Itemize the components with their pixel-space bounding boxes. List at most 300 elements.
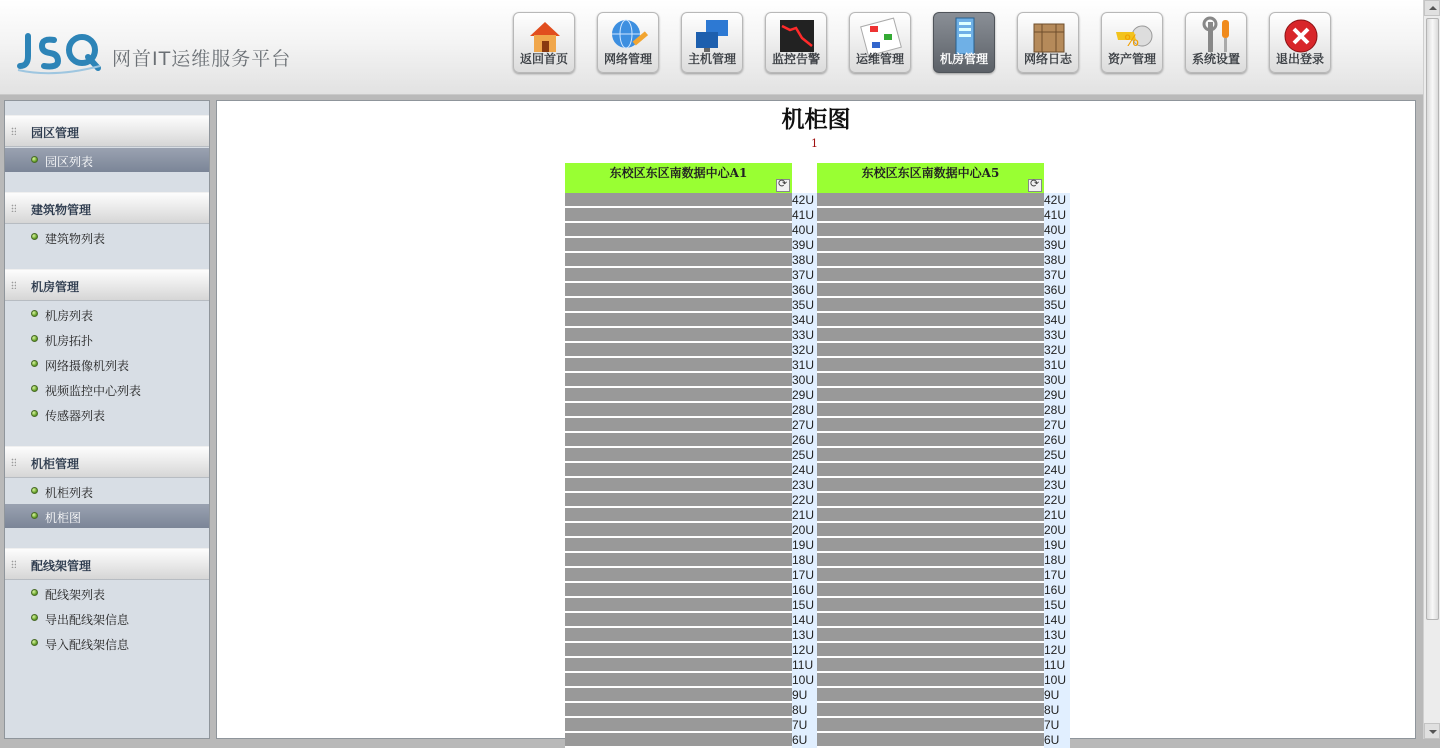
unit-label: 25U: [792, 448, 818, 463]
bullet-icon: [31, 233, 38, 240]
rack-unit-row: [817, 313, 1070, 328]
rack-name: 东校区东区南数据中心A5: [861, 166, 1000, 180]
sidebar-group-header[interactable]: [5, 115, 209, 147]
rack-unit-row: [565, 343, 818, 358]
empty-unit-slot[interactable]: [565, 373, 792, 388]
empty-unit-slot[interactable]: [817, 283, 1044, 298]
nav-button-label: 监控告警: [771, 52, 820, 66]
rack-unit-row: [565, 523, 818, 538]
rack-unit-row: [817, 268, 1070, 283]
unit-label: 24U: [792, 463, 818, 478]
rack-unit-row: [565, 238, 818, 253]
empty-unit-slot[interactable]: [565, 733, 792, 748]
empty-unit-slot[interactable]: [817, 298, 1044, 313]
unit-label: 17U: [792, 568, 818, 583]
unit-label: 41U: [792, 208, 818, 223]
sidebar-item[interactable]: [5, 225, 209, 249]
unit-label: 12U: [792, 643, 818, 658]
bullet-icon: [31, 410, 38, 417]
empty-unit-slot[interactable]: [565, 463, 792, 478]
unit-label: 21U: [792, 508, 818, 523]
rack-unit-row: [817, 328, 1070, 343]
rack-unit-row: [817, 523, 1070, 538]
empty-unit-slot[interactable]: [817, 718, 1044, 733]
unit-label: 6U: [792, 733, 818, 748]
rack-unit-row: [565, 358, 818, 373]
unit-label: 36U: [1044, 283, 1070, 298]
svg-text:%: %: [1124, 31, 1140, 50]
rack-unit-row: [817, 553, 1070, 568]
rack-unit-row: [565, 328, 818, 343]
unit-label: 13U: [1044, 628, 1070, 643]
unit-label: 35U: [792, 298, 818, 313]
unit-label: 7U: [1044, 718, 1070, 733]
page-number-link[interactable]: 1: [811, 137, 818, 150]
unit-label: 27U: [792, 418, 818, 433]
empty-unit-slot[interactable]: [565, 508, 792, 523]
nav-button-6[interactable]: [1017, 12, 1079, 73]
empty-unit-slot[interactable]: [565, 598, 792, 613]
empty-unit-slot[interactable]: [565, 253, 792, 268]
empty-unit-slot[interactable]: [565, 643, 792, 658]
unit-label: 20U: [792, 523, 818, 538]
empty-unit-slot[interactable]: [565, 283, 792, 298]
empty-unit-slot[interactable]: [817, 433, 1044, 448]
rack-unit-row: [565, 418, 818, 433]
unit-label: 22U: [792, 493, 818, 508]
empty-unit-slot[interactable]: [817, 223, 1044, 238]
sidebar-item-label: 机房拓扑: [45, 334, 94, 348]
sidebar-group-header[interactable]: [5, 446, 209, 478]
bullet-icon: [31, 589, 38, 596]
unit-label: 30U: [1044, 373, 1070, 388]
bullet-icon: [31, 156, 38, 163]
sidebar-item[interactable]: [5, 402, 209, 426]
sidebar: [4, 100, 210, 739]
empty-unit-slot[interactable]: [565, 718, 792, 733]
empty-unit-slot[interactable]: [817, 628, 1044, 643]
rack-unit-row: [565, 538, 818, 553]
sidebar-item[interactable]: [5, 302, 209, 326]
unit-label: 32U: [792, 343, 818, 358]
rack-unit-row: [565, 448, 818, 463]
unit-label: 34U: [1044, 313, 1070, 328]
unit-label: 14U: [792, 613, 818, 628]
unit-label: 29U: [792, 388, 818, 403]
rack-unit-row: [565, 553, 818, 568]
unit-label: 11U: [1044, 658, 1070, 673]
sidebar-item[interactable]: [5, 352, 209, 376]
unit-label: 33U: [792, 328, 818, 343]
rack-unit-row: [565, 718, 818, 733]
grip-icon: [11, 281, 16, 289]
empty-unit-slot[interactable]: [565, 628, 792, 643]
empty-unit-slot[interactable]: [817, 343, 1044, 358]
rack-unit-row: [565, 208, 818, 223]
rack-unit-row: [565, 268, 818, 283]
unit-label: 38U: [792, 253, 818, 268]
empty-unit-slot[interactable]: [565, 583, 792, 598]
unit-label: 8U: [1044, 703, 1070, 718]
empty-unit-slot[interactable]: [565, 538, 792, 553]
unit-label: 40U: [792, 223, 818, 238]
unit-label: 18U: [1044, 553, 1070, 568]
bullet-icon: [31, 385, 38, 392]
nav-button-2[interactable]: [681, 12, 743, 73]
unit-label: 8U: [792, 703, 818, 718]
rack-unit-row: [565, 598, 818, 613]
unit-label: 27U: [1044, 418, 1070, 433]
empty-unit-slot[interactable]: [565, 298, 792, 313]
rack-unit-row: [565, 313, 818, 328]
unit-label: 16U: [1044, 583, 1070, 598]
nav-button-8[interactable]: [1185, 12, 1247, 73]
empty-unit-slot[interactable]: [817, 673, 1044, 688]
rack-unit-row: [817, 733, 1070, 748]
sidebar-group-title: 机房管理: [31, 280, 80, 294]
rack-unit-row: [565, 253, 818, 268]
unit-label: 10U: [1044, 673, 1070, 688]
sidebar-group-title: 机柜管理: [31, 457, 80, 471]
sidebar-item[interactable]: [5, 377, 209, 401]
nav-button-3[interactable]: [765, 12, 827, 73]
sidebar-item[interactable]: [5, 148, 209, 172]
empty-unit-slot[interactable]: [565, 433, 792, 448]
nav-button-4[interactable]: [849, 12, 911, 73]
unit-label: 20U: [1044, 523, 1070, 538]
sidebar-group-title: 建筑物管理: [31, 203, 92, 217]
rack-unit-row: [817, 358, 1070, 373]
empty-unit-slot[interactable]: [817, 388, 1044, 403]
empty-unit-slot[interactable]: [565, 388, 792, 403]
rack-unit-row: [565, 373, 818, 388]
rack-unit-row: [817, 673, 1070, 688]
sidebar-item[interactable]: [5, 606, 209, 630]
grip-icon: [11, 560, 16, 568]
unit-label: 40U: [1044, 223, 1070, 238]
empty-unit-slot[interactable]: [817, 478, 1044, 493]
nav-button-label: 资产管理: [1107, 52, 1156, 66]
rack-unit-row: [565, 508, 818, 523]
unit-label: 41U: [1044, 208, 1070, 223]
empty-unit-slot[interactable]: [565, 523, 792, 538]
scroll-thumb[interactable]: [1426, 18, 1439, 620]
unit-label: 30U: [792, 373, 818, 388]
sidebar-item[interactable]: [5, 479, 209, 503]
empty-unit-slot[interactable]: [565, 358, 792, 373]
grip-icon: [11, 458, 16, 466]
empty-unit-slot[interactable]: [817, 238, 1044, 253]
empty-unit-slot[interactable]: [565, 313, 792, 328]
bullet-icon: [31, 335, 38, 342]
rack-unit-row: [565, 673, 818, 688]
bullet-icon: [31, 310, 38, 317]
sidebar-item[interactable]: [5, 581, 209, 605]
rack-unit-row: [565, 403, 818, 418]
rack-unit-row: [817, 493, 1070, 508]
rack-unit-row: [565, 703, 818, 718]
rack-unit-row: [565, 583, 818, 598]
rack-unit-row: [817, 403, 1070, 418]
empty-unit-slot[interactable]: [565, 448, 792, 463]
empty-unit-slot[interactable]: [817, 583, 1044, 598]
unit-label: 31U: [1044, 358, 1070, 373]
unit-label: 39U: [792, 238, 818, 253]
rack-unit-row: [817, 508, 1070, 523]
unit-label: 34U: [792, 313, 818, 328]
nav-button-label: 退出登录: [1275, 52, 1324, 66]
sidebar-item-label: 机柜图: [45, 511, 82, 525]
rack-unit-row: [565, 658, 818, 673]
page-title: 机柜图: [781, 106, 851, 133]
empty-unit-slot[interactable]: [817, 373, 1044, 388]
empty-unit-slot[interactable]: [817, 493, 1044, 508]
nav-button-label: 网络日志: [1023, 52, 1072, 66]
unit-label: 11U: [792, 658, 818, 673]
rack-unit-row: [565, 193, 818, 208]
empty-unit-slot[interactable]: [817, 658, 1044, 673]
rack-unit-row: [817, 448, 1070, 463]
unit-label: 10U: [792, 673, 818, 688]
nav-button-label: 返回首页: [519, 52, 568, 66]
empty-unit-slot[interactable]: [565, 613, 792, 628]
empty-unit-slot[interactable]: [565, 418, 792, 433]
empty-unit-slot[interactable]: [565, 673, 792, 688]
grip-icon: [11, 204, 16, 212]
bullet-icon: [31, 487, 38, 494]
empty-unit-slot[interactable]: [565, 403, 792, 418]
nav-button-1[interactable]: [597, 12, 659, 73]
rack-unit-row: [817, 238, 1070, 253]
unit-label: 9U: [792, 688, 818, 703]
empty-unit-slot[interactable]: [817, 703, 1044, 718]
unit-label: 31U: [792, 358, 818, 373]
unit-label: 29U: [1044, 388, 1070, 403]
rack-unit-row: [565, 223, 818, 238]
rack-unit-row: [817, 193, 1070, 208]
nav-button-7[interactable]: [1101, 12, 1163, 73]
unit-label: 28U: [792, 403, 818, 418]
unit-label: 32U: [1044, 343, 1070, 358]
rack-unit-row: [817, 658, 1070, 673]
rack-unit-row: [817, 463, 1070, 478]
empty-unit-slot[interactable]: [817, 193, 1044, 208]
empty-unit-slot[interactable]: [565, 568, 792, 583]
refresh-icon[interactable]: [776, 179, 790, 192]
empty-unit-slot[interactable]: [817, 508, 1044, 523]
rack-unit-row: [817, 628, 1070, 643]
unit-label: 6U: [1044, 733, 1070, 748]
empty-unit-slot[interactable]: [817, 403, 1044, 418]
unit-label: 9U: [1044, 688, 1070, 703]
empty-unit-slot[interactable]: [817, 253, 1044, 268]
rack-unit-row: [817, 373, 1070, 388]
nav-button-label: 网络管理: [603, 52, 652, 66]
sidebar-group-header[interactable]: [5, 269, 209, 301]
sidebar-item[interactable]: [5, 327, 209, 351]
rack-unit-row: [817, 433, 1070, 448]
rack-unit-row: [565, 463, 818, 478]
rack-unit-row: [817, 598, 1070, 613]
nav-button-5[interactable]: [933, 12, 995, 73]
rack-unit-row: [817, 538, 1070, 553]
empty-unit-slot[interactable]: [565, 223, 792, 238]
rack-unit-row: [565, 613, 818, 628]
unit-label: 23U: [792, 478, 818, 493]
rack-unit-row: [817, 478, 1070, 493]
unit-label: 17U: [1044, 568, 1070, 583]
nav-button-label: 机房管理: [939, 52, 988, 66]
empty-unit-slot[interactable]: [817, 688, 1044, 703]
empty-unit-slot[interactable]: [565, 328, 792, 343]
empty-unit-slot[interactable]: [817, 448, 1044, 463]
empty-unit-slot[interactable]: [817, 553, 1044, 568]
empty-unit-slot[interactable]: [817, 463, 1044, 478]
sidebar-group-title: 配线架管理: [31, 559, 92, 573]
unit-label: 7U: [792, 718, 818, 733]
rack-unit-row: [817, 223, 1070, 238]
rack-unit-row: [817, 583, 1070, 598]
unit-label: 33U: [1044, 328, 1070, 343]
sidebar-group-title: 园区管理: [31, 126, 80, 140]
bullet-icon: [31, 639, 38, 646]
empty-unit-slot[interactable]: [565, 208, 792, 223]
unit-label: 28U: [1044, 403, 1070, 418]
vertical-scrollbar[interactable]: [1423, 0, 1440, 739]
refresh-icon[interactable]: [1028, 179, 1042, 192]
sidebar-item-label: 视频监控中心列表: [45, 384, 142, 398]
sidebar-item[interactable]: [5, 504, 209, 528]
main-content: [216, 100, 1416, 747]
empty-unit-slot[interactable]: [817, 568, 1044, 583]
bullet-icon: [31, 614, 38, 621]
unit-label: 22U: [1044, 493, 1070, 508]
rack-unit-row: [565, 433, 818, 448]
nav-button-9[interactable]: [1269, 12, 1331, 73]
unit-label: 35U: [1044, 298, 1070, 313]
sidebar-item-label: 传感器列表: [45, 409, 106, 423]
unit-label: 14U: [1044, 613, 1070, 628]
rack-unit-row: [817, 718, 1070, 733]
unit-label: 16U: [792, 583, 818, 598]
unit-label: 18U: [792, 553, 818, 568]
rack-unit-row: [565, 628, 818, 643]
jsq-logo-icon: [14, 26, 104, 76]
grip-icon: [11, 127, 16, 135]
unit-label: 36U: [792, 283, 818, 298]
rack-unit-row: [565, 493, 818, 508]
unit-label: 37U: [792, 268, 818, 283]
unit-label: 37U: [1044, 268, 1070, 283]
empty-unit-slot[interactable]: [565, 478, 792, 493]
empty-unit-slot[interactable]: [817, 358, 1044, 373]
empty-unit-slot[interactable]: [565, 493, 792, 508]
sidebar-item-label: 机柜列表: [45, 486, 94, 500]
nav-button-label: 主机管理: [687, 52, 736, 66]
rack-unit-row: [817, 643, 1070, 658]
empty-unit-slot[interactable]: [817, 598, 1044, 613]
nav-button-label: 系统设置: [1191, 52, 1240, 66]
sidebar-group-header[interactable]: [5, 548, 209, 580]
rack-unit-row: [817, 283, 1070, 298]
unit-label: 26U: [792, 433, 818, 448]
unit-label: 24U: [1044, 463, 1070, 478]
unit-label: 39U: [1044, 238, 1070, 253]
empty-unit-slot[interactable]: [817, 733, 1044, 748]
empty-unit-slot[interactable]: [817, 418, 1044, 433]
sidebar-item[interactable]: [5, 631, 209, 655]
unit-label: 19U: [1044, 538, 1070, 553]
empty-unit-slot[interactable]: [817, 313, 1044, 328]
empty-unit-slot[interactable]: [817, 643, 1044, 658]
rack-header: [817, 163, 1044, 193]
empty-unit-slot[interactable]: [565, 658, 792, 673]
empty-unit-slot[interactable]: [565, 193, 792, 208]
rack-unit-row: [565, 568, 818, 583]
empty-unit-slot[interactable]: [817, 208, 1044, 223]
unit-label: 23U: [1044, 478, 1070, 493]
empty-unit-slot[interactable]: [565, 688, 792, 703]
bullet-icon: [31, 360, 38, 367]
sidebar-item-label: 建筑物列表: [45, 232, 106, 246]
empty-unit-slot[interactable]: [817, 523, 1044, 538]
rack-unit-row: [817, 388, 1070, 403]
nav-button-0[interactable]: [513, 12, 575, 73]
scroll-up-button[interactable]: [1424, 0, 1440, 16]
sidebar-group-header[interactable]: [5, 192, 209, 224]
unit-label: 12U: [1044, 643, 1070, 658]
unit-label: 21U: [1044, 508, 1070, 523]
unit-label: 26U: [1044, 433, 1070, 448]
rack-unit-row: [817, 688, 1070, 703]
rack-unit-row: [817, 568, 1070, 583]
rack-unit-row: [817, 343, 1070, 358]
empty-unit-slot[interactable]: [565, 343, 792, 358]
unit-label: 38U: [1044, 253, 1070, 268]
rack-unit-row: [817, 298, 1070, 313]
unit-label: 42U: [792, 193, 818, 208]
empty-unit-slot[interactable]: [817, 613, 1044, 628]
app-header: [0, 0, 1424, 95]
app-title: 网首IT运维服务平台: [112, 48, 292, 70]
empty-unit-slot[interactable]: [565, 268, 792, 283]
sidebar-item-label: 园区列表: [45, 155, 94, 169]
empty-unit-slot[interactable]: [817, 328, 1044, 343]
rack-unit-row: [565, 733, 818, 748]
rack-unit-row: [565, 478, 818, 493]
empty-unit-slot[interactable]: [565, 238, 792, 253]
empty-unit-slot[interactable]: [565, 553, 792, 568]
rack-unit-row: [565, 298, 818, 313]
nav-button-label: 运维管理: [855, 52, 904, 66]
empty-unit-slot[interactable]: [817, 268, 1044, 283]
sidebar-item-label: 配线架列表: [45, 588, 106, 602]
rack-unit-row: [817, 418, 1070, 433]
rack-unit-row: [565, 688, 818, 703]
unit-label: 15U: [1044, 598, 1070, 613]
sidebar-item-label: 导出配线架信息: [45, 613, 130, 627]
unit-label: 25U: [1044, 448, 1070, 463]
empty-unit-slot[interactable]: [565, 703, 792, 718]
scroll-down-button[interactable]: [1424, 723, 1440, 739]
rack-unit-row: [817, 253, 1070, 268]
rack-unit-row: [565, 283, 818, 298]
unit-label: 13U: [792, 628, 818, 643]
rack-unit-row: [817, 613, 1070, 628]
rack-name: 东校区东区南数据中心A1: [609, 166, 748, 180]
empty-unit-slot[interactable]: [817, 538, 1044, 553]
unit-label: 19U: [792, 538, 818, 553]
